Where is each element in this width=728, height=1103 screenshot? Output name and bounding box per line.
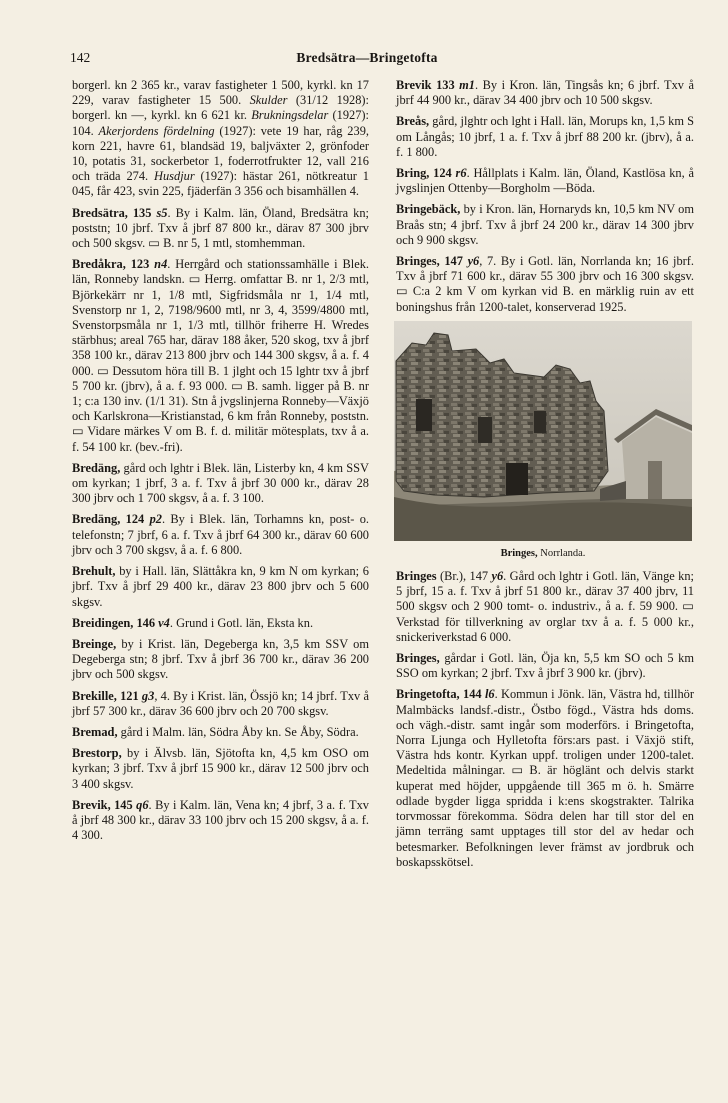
entry-text: . By i Blek. län, Torhamns kn, post- o. telefonstn; 7 jbrf, 6 a. f. Txv å jbrf 64 300 kr., därav 60 600 jbrv och 3 700 skgsv, å a. f. 6 800. xyxy=(72,512,370,557)
entry-headword: Bring, 124 xyxy=(396,166,456,181)
entry-text: gårdar i Gotl. län, Öja kn, 5,5 km SO och 5 km SSO om kyrkan; 2 jbrf. Txv å jbrf 3 900 kr. (jbrv). xyxy=(396,651,694,681)
gazetteer-entry xyxy=(396,78,694,108)
entry-text: , 4. By i Krist. län, Össjö kn; 14 jbrf. Txv å jbrf 57 300 kr., därav 36 600 jbrv och 20 700 skgsv. xyxy=(72,688,369,718)
entry-text: Skulder xyxy=(249,93,288,108)
entry-headword: Bringes, 147 xyxy=(396,254,468,269)
caption-place: Bringes, xyxy=(500,547,538,559)
entry-text: (Br.), 147 xyxy=(436,569,492,584)
map-reference: v4 xyxy=(158,615,170,630)
entry-headword: Breås, xyxy=(396,114,430,129)
running-head: Bredsätra—Bringetofta xyxy=(296,50,438,65)
gazetteer-entry xyxy=(72,725,369,740)
entry-text: . By i Kalm. län, Öland, Bredsätra kn; poststn; 10 jbrf. Txv å jbrf 87 800 kr., därav 87 300 jbrv och 500 skgsv. ▭ B. nr 5, 1 mtl, stomhemman. xyxy=(72,205,369,251)
map-reference: l6 xyxy=(484,687,495,702)
entry-text: by i Älvsb. län, Sjötofta kn, 4,5 km OSO om kyrkan; 3 jbrf. Txv å jbrf 15 900 kr., därav 12 500 jbrv och 3 400 skgsv. xyxy=(72,746,369,791)
ruin-illustration xyxy=(394,321,692,541)
right-entries-bottom xyxy=(396,569,694,870)
entry-text: . Grund i Gotl. län, Eksta kn. xyxy=(169,615,314,630)
gazetteer-entry xyxy=(72,257,369,455)
map-reference: g3 xyxy=(141,688,155,703)
entry-headword: Brevik 133 xyxy=(396,78,460,92)
page-header xyxy=(70,50,664,70)
gazetteer-entry xyxy=(72,512,369,558)
entry-text: Husdjur xyxy=(154,169,195,184)
entry-headword: Brekille, 121 xyxy=(72,688,142,703)
map-reference: m1 xyxy=(459,78,476,92)
entry-text: . Kommun i Jönk. län, Västra hd, tillhör Malmbäcks landsf.-distr., Östbo fögd., Västra hds doms. och vägh.-distr. samt ingår som moderförs. i Bringetofta, Norra Ljunga och Hylletofta förs:ars past. i Växjö stift, Västra hds kontr. Kyrkan uppf. troligen under 1200-talet. Medeltida målningar. ▭ B. är höglänt och delvis starkt kuperat med höjder, uppgående till 365 m ö. h. Smärre odlade bygder ligga spridda i k:ens skogstrakter. Talrika torvmossar förekomma. Södra delen har till stor del en jämn terräng samt upptages till stor del av hedar och betesmarker. Befolkningen lever främst av jordbruk och boskapsskötsel. xyxy=(396,687,694,869)
entry-text: Brukningsdelar xyxy=(251,108,329,123)
caption-parish: Norrlanda. xyxy=(537,547,586,559)
gazetteer-entry xyxy=(72,461,369,507)
entry-headword: Bringes, xyxy=(396,651,440,666)
map-reference: n4 xyxy=(154,257,168,272)
entry-headword: Bredsätra, 135 xyxy=(72,205,157,220)
gazetteer-entry xyxy=(396,687,694,869)
entry-text: (1927): 104. xyxy=(72,108,369,138)
entry-headword: Bredäng, xyxy=(72,460,121,475)
entry-text: by i Krist. län, Degeberga kn, 3,5 km SSV om Degeberga stn; 8 jbrf. Txv å jbrf 36 700 kr., därav 36 200 jbrv och 500 skgsv. xyxy=(72,636,369,682)
gazetteer-entry xyxy=(72,616,369,631)
entry-headword: Brevik, 145 xyxy=(72,797,137,812)
map-reference: r6 xyxy=(455,166,467,181)
entry-headword: Brestorp, xyxy=(72,746,122,761)
entry-text: by i Kron. län, Hornaryds kn, 10,5 km NV om Braås stn; 4 jbrf. Txv å jbrf 24 200 kr., därav 14 300 jbrv och 9 900 skgsv. xyxy=(396,202,694,247)
entry-text: . Gård och lghtr i Gotl. län, Vänge kn; 5 jbrf, 15 a. f. Txv å jbrf 51 800 kr., därav 37 400 jbrv, 11 500 skgsv och 2 900 tomt- o. industriv., å a. f. 59 900. ▭ Verkstad för tillverkning av orglar txv å a. f. 5 000 kr., snickeriverkstad 6 000. xyxy=(396,569,694,644)
entry-headword: Brehult, xyxy=(72,564,116,579)
map-reference: y6 xyxy=(467,254,480,269)
gazetteer-entry xyxy=(396,114,694,160)
gazetteer-entry xyxy=(72,637,369,683)
entry-text: . Hållplats i Kalm. län, Öland, Kastlösa kn, å jvgslinjen Ottenby—Borgholm —Böda. xyxy=(396,166,694,196)
page-number: 142 xyxy=(70,50,91,65)
entry-text: . By i Kalm. län, Vena kn; 4 jbrf, 3 a. f. Txv å jbrf 48 300 kr., därav 33 100 jbrv och 15 200 skgsv, å a. f. 4 300. xyxy=(72,797,369,843)
entry-headword: Bringetofta, 144 xyxy=(396,687,485,702)
entry-headword: Bredäng, 124 xyxy=(72,512,150,527)
ruin-photo xyxy=(394,321,692,541)
entry-text: borgerl. kn 2 365 kr., varav fastigheter 1 500, kyrkl. kn 17 229, varav fastigheter 15 500. xyxy=(72,78,369,108)
entry-text: . By i Kron. län, Tingsås kn; 6 jbrf. Txv å jbrf 44 900 kr., därav 34 400 jbrv och 10 500 skgsv. xyxy=(396,78,694,108)
entry-text: Akerjordens fördelning xyxy=(98,123,215,138)
gazetteer-entry xyxy=(396,651,694,681)
gazetteer-entry xyxy=(72,564,369,610)
right-column xyxy=(396,78,694,876)
gazetteer-entry xyxy=(72,798,369,844)
entry-text: gård och lghtr i Blek. län, Listerby kn, 4 km SSV om kyrkan; 1 jbrf, 3 a. f. Txv å jbrf 30 000 kr., därav 28 300 jbrv och 1 700 skgsv, å a. f. 3 100. xyxy=(72,460,369,506)
figure-caption xyxy=(394,546,692,561)
gazetteer-entry xyxy=(396,202,694,248)
entry-headword: Bringebäck, xyxy=(396,202,461,217)
entry-headword: Bredåkra, 123 xyxy=(72,257,155,272)
gazetteer-entry xyxy=(72,689,369,719)
gazetteer-entry xyxy=(396,166,694,196)
entry-text: gård i Malm. län, Södra Åby kn. Se Åby, Södra. xyxy=(117,724,359,739)
entry-text: gård, jlghtr och lght i Hall. län, Morups kn, 1,5 km S om Långås; 10 jbrf, 1 a. f. Txv å jbrf 88 200 kr. (jbrv), å a. f. 1 800. xyxy=(396,114,694,159)
gazetteer-entry xyxy=(72,78,369,200)
entry-text: (31/12 1928): borgerl. kn —, kyrkl. kn 6 621 kr. xyxy=(72,93,369,123)
map-reference: s5 xyxy=(156,205,168,220)
entry-headword: Breidingen, 146 xyxy=(72,615,159,630)
gazetteer-entry xyxy=(72,206,369,252)
entry-text: . Herrgård och stationssamhälle i Blek. län, Ronneby landskn. ▭ Herrg. omfattar B. nr 1, 2/3 mtl, Björkekärr nr 1, 1/8 mtl, Sigfridsmåla nr 1, 1/4 mtl, Svenstorp nr 1, 2, 7198/9600 mtl, nr 3, 4, 3599/4800 mtl, Svenstorpsmåla nr 1, 1/3 mtl, tillhör friherre H. Wredes stärbhus; areal 765 har, därav 188 åker, 520 skog, txv å jbrf 358 100 kr., därav 213 800 jbrv och 144 300 skgsv, å a. f. 4 000. ▭ Dessutom höra till B. 1 jlght och 15 lghtr txv å jbrf 5 700 kr. (jbrv), å a. f. 93 000. ▭ B. samh. ligger på B. nr 1; c:a 130 inv. (1/1 31). Stn å jvgslinjerna Ronneby—Växjö och Karlskrona—Kristianstad, 6 km från Ronneby, poststn. ▭ Vidare märkes V om B. f. d. militär mötesplats, txv å a. f. 54 100 kr. (bev.-fri). xyxy=(72,257,370,454)
entry-text: (1927): vete 19 har, råg 239, korn 221, havre 61, blandsäd 19, baljväxter 2, grönfoder 10, potatis 31, sockerbetor 1, foderrotfrukter 12, vall 216 och träda 274. xyxy=(72,123,369,184)
map-reference: y6 xyxy=(491,569,504,584)
entry-headword: Bringes xyxy=(396,569,437,584)
entry-text: (1927): hästar 261, nötkreatur 1 045, får 423, svin 225, fjäderfän 3 356 och bisamhällen 4. xyxy=(72,169,369,199)
gazetteer-entry xyxy=(396,254,694,315)
left-entries xyxy=(72,78,369,843)
entry-headword: Breinge, xyxy=(72,636,117,651)
entry-headword: Bremad, xyxy=(72,724,118,739)
map-reference: q6 xyxy=(136,797,149,812)
gazetteer-entry xyxy=(72,746,369,792)
figure xyxy=(394,321,692,561)
entry-text: by i Hall. län, Slättåkra kn, 9 km N om kyrkan; 6 jbrf. Txv å jbrf 29 400 kr., därav 23 800 jbrv och 5 600 skgsv. xyxy=(72,564,369,609)
left-column xyxy=(72,78,369,849)
gazetteer-entry xyxy=(396,569,694,645)
map-reference: p2 xyxy=(149,512,162,527)
entry-text: , 7. By i Gotl. län, Norrlanda kn; 16 jbrf. Txv å jbrf 71 600 kr., därav 55 300 jbrv och 16 300 skgsv. ▭ C:a 2 km V om kyrkan vid B. en märklig ruin av ett boningshus från 1200-talet, konserverad 1925. xyxy=(396,254,694,314)
right-entries-top xyxy=(396,78,694,315)
